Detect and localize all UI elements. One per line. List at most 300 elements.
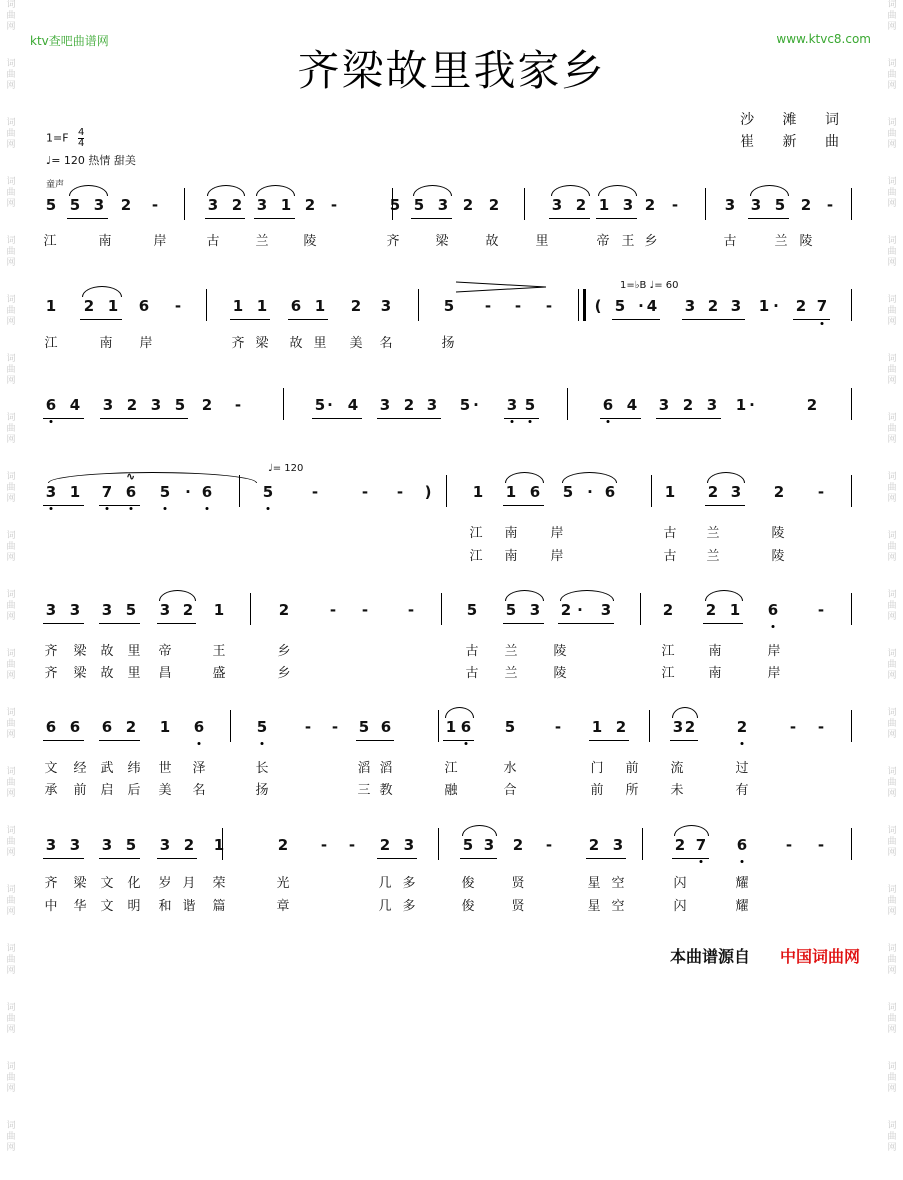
slur-arc: [705, 590, 743, 601]
beam-underline: [205, 218, 245, 219]
note: 5: [69, 196, 81, 214]
side-watermark-char: 网: [6, 730, 16, 740]
slur-arc: [674, 825, 709, 836]
beam-underline: [656, 418, 721, 419]
side-watermark-char: 曲: [887, 719, 897, 729]
note: -: [330, 196, 338, 214]
note: 3: [102, 396, 114, 414]
note: -: [817, 718, 825, 736]
lyric-char: 陵: [553, 644, 567, 659]
note: -: [174, 297, 182, 315]
note: 5: [174, 396, 186, 414]
lyric-char: 闪: [673, 899, 687, 914]
note: 7: [101, 483, 113, 501]
slur-arc: [562, 472, 617, 483]
lyric-char: 承: [44, 783, 58, 798]
side-watermark-char: 词: [887, 531, 897, 541]
note: 1: [213, 836, 225, 854]
beam-underline: [705, 505, 745, 506]
note: -: [514, 297, 522, 315]
note: 2: [183, 836, 195, 854]
note: 2: [201, 396, 213, 414]
note: 5: [413, 196, 425, 214]
note: 2: [278, 601, 290, 619]
tempo-return-annotation: ♩= 120: [268, 463, 304, 474]
beam-underline: [504, 418, 539, 419]
beam-underline: [443, 740, 474, 741]
note: 2: [575, 196, 587, 214]
lyric-char: 名: [192, 783, 206, 798]
lyric-char: 空: [611, 899, 625, 914]
note: 2: [705, 601, 717, 619]
beam-underline: [411, 218, 452, 219]
side-watermark-char: 曲: [6, 247, 16, 257]
lyric-char: 陵: [553, 666, 567, 681]
note: 1: [314, 297, 326, 315]
octave-dot: [130, 507, 133, 510]
side-watermark-char: 网: [887, 1025, 897, 1035]
side-watermark-char: 曲: [887, 129, 897, 139]
note: 3: [403, 836, 415, 854]
side-watermark-char: 网: [887, 376, 897, 386]
note: 3: [101, 601, 113, 619]
side-watermark-char: 网: [6, 1084, 16, 1094]
beam-underline: [503, 623, 544, 624]
side-watermark-char: 曲: [6, 660, 16, 670]
double-bar-line: [578, 289, 586, 321]
note: 3: [730, 297, 742, 315]
side-watermark-char: 曲: [887, 955, 897, 965]
side-watermark-char: 网: [6, 848, 16, 858]
bar-line: [705, 188, 706, 220]
note: 5: [562, 483, 574, 501]
lyric-char: 月: [182, 876, 196, 891]
lyric-char: 俊: [461, 899, 475, 914]
note: ·: [473, 396, 479, 414]
side-watermark-char: 词: [6, 354, 16, 364]
note: 7: [695, 836, 707, 854]
note: -: [545, 297, 553, 315]
lyric-char: 武: [100, 761, 114, 776]
lyric-char: 文: [44, 761, 58, 776]
note: -: [826, 196, 834, 214]
note: 3: [706, 396, 718, 414]
lyric-char: 梁: [435, 234, 449, 249]
side-watermark-char: 网: [6, 966, 16, 976]
note: 3: [600, 601, 612, 619]
note: 1: [445, 718, 457, 736]
note: 3: [69, 836, 81, 854]
beam-underline: [157, 623, 196, 624]
note: 4: [69, 396, 81, 414]
footer-brand: 中国词曲网: [780, 947, 861, 966]
note: -: [311, 483, 319, 501]
slur-arc: [413, 185, 452, 196]
lyricist-credit: 沙 滩 词: [740, 112, 851, 128]
note: 2: [736, 718, 748, 736]
note: 3: [506, 396, 518, 414]
note: 5: [462, 836, 474, 854]
side-watermark-char: 曲: [887, 11, 897, 21]
lyric-char: 齐: [44, 644, 58, 659]
bar-line: [649, 710, 650, 742]
note: 2: [462, 196, 474, 214]
lyric-char: 齐: [44, 876, 58, 891]
note: 5: [314, 396, 326, 414]
note: 4: [347, 396, 359, 414]
octave-dot: [106, 507, 109, 510]
note: 5: [443, 297, 455, 315]
side-watermark-char: 网: [887, 612, 897, 622]
side-watermark-char: 曲: [887, 306, 897, 316]
side-watermark-char: 曲: [887, 365, 897, 375]
site-watermark-right: www.ktvc8.com: [776, 32, 871, 46]
lyric-char: 南: [98, 234, 112, 249]
note: 2: [773, 483, 785, 501]
note: ·: [749, 396, 755, 414]
lyric-char: 南: [99, 336, 113, 351]
bar-line: [642, 828, 643, 860]
octave-dot: [529, 420, 532, 423]
beam-underline: [558, 623, 614, 624]
side-watermark-char: 曲: [887, 1073, 897, 1083]
note: 5: [262, 483, 274, 501]
note: 5: [614, 297, 626, 315]
beam-underline: [43, 418, 84, 419]
lyric-char: 兰: [706, 549, 720, 564]
side-watermark-char: 网: [887, 966, 897, 976]
note: 1: [159, 718, 171, 736]
note: 1: [729, 601, 741, 619]
note: 2: [682, 396, 694, 414]
lyric-char: 前: [73, 783, 87, 798]
side-watermark-char: 词: [6, 826, 16, 836]
side-watermark-char: 网: [6, 22, 16, 32]
note: 5: [125, 601, 137, 619]
note: 3: [101, 836, 113, 854]
note: 1: [107, 297, 119, 315]
lyric-char: 里: [313, 336, 327, 351]
note: 2: [304, 196, 316, 214]
note: 6: [767, 601, 779, 619]
bar-line: [184, 188, 185, 220]
bar-line: [446, 475, 447, 507]
site-watermark-left: ktv查吧曲谱网: [30, 34, 109, 48]
slur-arc: [750, 185, 789, 196]
lyric-char: 贤: [511, 876, 525, 891]
side-watermark-char: 词: [887, 885, 897, 895]
note: 5: [524, 396, 536, 414]
side-watermark-char: 词: [6, 708, 16, 718]
lyric-char: 岸: [139, 336, 153, 351]
lyric-char: 融: [444, 783, 458, 798]
lyric-char: 昌: [158, 666, 172, 681]
side-watermark-char: 网: [6, 317, 16, 327]
note: 2: [707, 297, 719, 315]
note: 1: [213, 601, 225, 619]
note: 2: [707, 483, 719, 501]
lyric-char: 齐: [386, 234, 400, 249]
side-watermark-char: 曲: [6, 11, 16, 21]
note: 2: [560, 601, 572, 619]
octave-dot: [164, 507, 167, 510]
note: 5: [256, 718, 268, 736]
note: 6: [380, 718, 392, 736]
note: ·: [577, 601, 583, 619]
lyric-char: 兰: [706, 526, 720, 541]
note: 3: [724, 196, 736, 214]
side-watermark-char: 词: [887, 767, 897, 777]
side-watermark-char: 词: [6, 0, 16, 10]
lyric-char: 里: [127, 644, 141, 659]
side-watermark-char: 词: [887, 1062, 897, 1072]
beam-underline: [748, 218, 789, 219]
lyric-char: 几: [378, 899, 392, 914]
beam-underline: [549, 218, 590, 219]
note: 5: [774, 196, 786, 214]
note: 3: [622, 196, 634, 214]
note: -: [817, 483, 825, 501]
side-watermark-char: 网: [6, 258, 16, 268]
side-watermark-char: 曲: [887, 1014, 897, 1024]
bar-line: [851, 289, 852, 321]
side-watermark-char: 词: [887, 59, 897, 69]
note: 3: [45, 483, 57, 501]
side-watermark-char: 曲: [6, 955, 16, 965]
octave-dot: [821, 322, 824, 325]
lyric-char: 闪: [673, 876, 687, 891]
lyric-char: 耀: [735, 899, 749, 914]
side-watermark-char: 曲: [887, 424, 897, 434]
side-watermark-char: 词: [6, 767, 16, 777]
lyric-char: 纬: [127, 761, 141, 776]
side-watermark-char: 网: [6, 1143, 16, 1153]
lyric-char: 故: [289, 336, 303, 351]
side-watermark-char: 网: [6, 81, 16, 91]
note: 2: [662, 601, 674, 619]
slur-arc: [707, 472, 745, 483]
note: 1: [232, 297, 244, 315]
lyric-char: 帝: [158, 644, 172, 659]
note: -: [320, 836, 328, 854]
side-watermark-char: 词: [6, 118, 16, 128]
note: -: [785, 836, 793, 854]
beam-underline: [43, 740, 84, 741]
side-watermark-char: 网: [6, 553, 16, 563]
bar-line: [250, 593, 251, 625]
octave-dot: [511, 420, 514, 423]
bar-line: [851, 475, 852, 507]
lyric-char: 故: [485, 234, 499, 249]
note: 6: [290, 297, 302, 315]
composer-credit: 崔 新 曲: [740, 134, 851, 150]
note: -: [789, 718, 797, 736]
beam-underline: [312, 418, 362, 419]
bar-line: [524, 188, 525, 220]
side-watermark-char: 网: [887, 258, 897, 268]
lyric-char: 江: [661, 666, 675, 681]
octave-dot: [267, 507, 270, 510]
lyric-char: 江: [44, 336, 58, 351]
note: 2: [403, 396, 415, 414]
octave-dot: [465, 742, 468, 745]
side-watermark-char: 词: [6, 472, 16, 482]
note: 2: [795, 297, 807, 315]
lyric-char: 梁: [73, 666, 87, 681]
note: -: [817, 601, 825, 619]
note: 6: [45, 718, 57, 736]
note: -: [361, 601, 369, 619]
beam-underline: [80, 319, 122, 320]
beam-underline: [793, 319, 830, 320]
beam-underline: [612, 319, 660, 320]
side-watermark-char: 网: [887, 22, 897, 32]
beam-underline: [43, 858, 84, 859]
lyric-char: 江: [469, 549, 483, 564]
lyric-char: 世: [158, 761, 172, 776]
note: 3: [45, 836, 57, 854]
bar-line: [441, 593, 442, 625]
note: ·: [638, 297, 644, 315]
note: 6: [69, 718, 81, 736]
note: 3: [379, 396, 391, 414]
side-watermark-char: 曲: [887, 188, 897, 198]
side-watermark-char: 曲: [6, 542, 16, 552]
beam-underline: [230, 319, 270, 320]
side-watermark-char: 网: [887, 671, 897, 681]
bar-line: [651, 475, 652, 507]
side-watermark-char: 词: [887, 413, 897, 423]
note: 2: [615, 718, 627, 736]
note: 2: [83, 297, 95, 315]
side-watermark-char: 词: [6, 177, 16, 187]
note: 5: [125, 836, 137, 854]
note: 3: [150, 396, 162, 414]
bar-line: [851, 828, 852, 860]
side-watermark-char: 词: [887, 1121, 897, 1131]
note: 4: [646, 297, 658, 315]
note: 6: [604, 483, 616, 501]
side-watermark-char: 网: [887, 494, 897, 504]
lyric-char: 江: [469, 526, 483, 541]
lyric-char: 陵: [771, 526, 785, 541]
note: 6: [201, 483, 213, 501]
note: 1: [45, 297, 57, 315]
side-watermark-char: 曲: [6, 837, 16, 847]
lyric-char: 南: [504, 526, 518, 541]
lyric-char: 里: [127, 666, 141, 681]
note: -: [304, 718, 312, 736]
beam-underline: [43, 623, 84, 624]
lyric-char: 古: [723, 234, 737, 249]
lyric-char: 前: [625, 761, 639, 776]
slur-arc: [82, 286, 122, 297]
slur-arc: [505, 590, 544, 601]
time-bottom: 4: [78, 138, 85, 149]
note: -: [484, 297, 492, 315]
note: 1: [758, 297, 770, 315]
lyric-char: 中: [44, 899, 58, 914]
side-watermark-char: 曲: [6, 896, 16, 906]
note: 5: [504, 718, 516, 736]
side-watermark-char: 网: [6, 789, 16, 799]
lyric-char: 长: [255, 761, 269, 776]
note: 7: [816, 297, 828, 315]
voice-label: 童声: [46, 180, 65, 190]
lyric-char: 经: [73, 761, 87, 776]
note: 6: [125, 483, 137, 501]
lyric-char: 南: [708, 666, 722, 681]
lyric-char: 王: [621, 234, 635, 249]
lyric-char: 化: [127, 876, 141, 891]
lyric-char: 谐: [182, 899, 196, 914]
lyric-char: 名: [379, 336, 393, 351]
note: 2: [806, 396, 818, 414]
beam-underline: [672, 858, 709, 859]
note: 5: [505, 601, 517, 619]
lyric-char: 扬: [255, 783, 269, 798]
side-watermark-char: 词: [6, 295, 16, 305]
lyric-char: 古: [663, 526, 677, 541]
note: -: [331, 718, 339, 736]
note: 2: [182, 601, 194, 619]
side-watermark-char: 网: [6, 435, 16, 445]
note: 5: [459, 396, 471, 414]
side-watermark-char: 曲: [887, 70, 897, 80]
note: 3: [159, 836, 171, 854]
lyric-char: 贤: [511, 899, 525, 914]
note: 4: [626, 396, 638, 414]
lyric-char: 滔: [379, 761, 393, 776]
side-watermark-char: 词: [6, 590, 16, 600]
lyric-char: 启: [100, 783, 114, 798]
bar-line: [283, 388, 284, 420]
lyric-char: 齐: [44, 666, 58, 681]
lyric-char: 兰: [504, 644, 518, 659]
side-watermark-char: 网: [887, 81, 897, 91]
slur-arc: [505, 472, 544, 483]
side-watermark-char: 曲: [6, 719, 16, 729]
note: 3: [529, 601, 541, 619]
note: 1: [664, 483, 676, 501]
note: 5: [159, 483, 171, 501]
note: 2: [684, 718, 696, 736]
bar-line: [851, 593, 852, 625]
note: 1: [591, 718, 603, 736]
slur-arc: [207, 185, 245, 196]
note: 3: [730, 483, 742, 501]
side-watermark-char: 网: [887, 1084, 897, 1094]
side-watermark-char: 网: [6, 494, 16, 504]
bar-line: [438, 710, 439, 742]
note: -: [348, 836, 356, 854]
beam-underline: [99, 858, 140, 859]
lyric-char: 华: [73, 899, 87, 914]
key-change-annotation: 1=♭B ♩= 60: [620, 280, 679, 291]
lyric-char: 光: [276, 876, 290, 891]
lyric-char: 陵: [799, 234, 813, 249]
note: 3: [159, 601, 171, 619]
lyric-char: 南: [708, 644, 722, 659]
beam-underline: [99, 740, 140, 741]
lyric-char: 水: [503, 761, 517, 776]
beam-underline: [703, 623, 743, 624]
note: 3: [684, 297, 696, 315]
note: -: [817, 836, 825, 854]
side-watermark-char: 曲: [6, 424, 16, 434]
bar-line: [851, 188, 852, 220]
lyric-char: 古: [206, 234, 220, 249]
